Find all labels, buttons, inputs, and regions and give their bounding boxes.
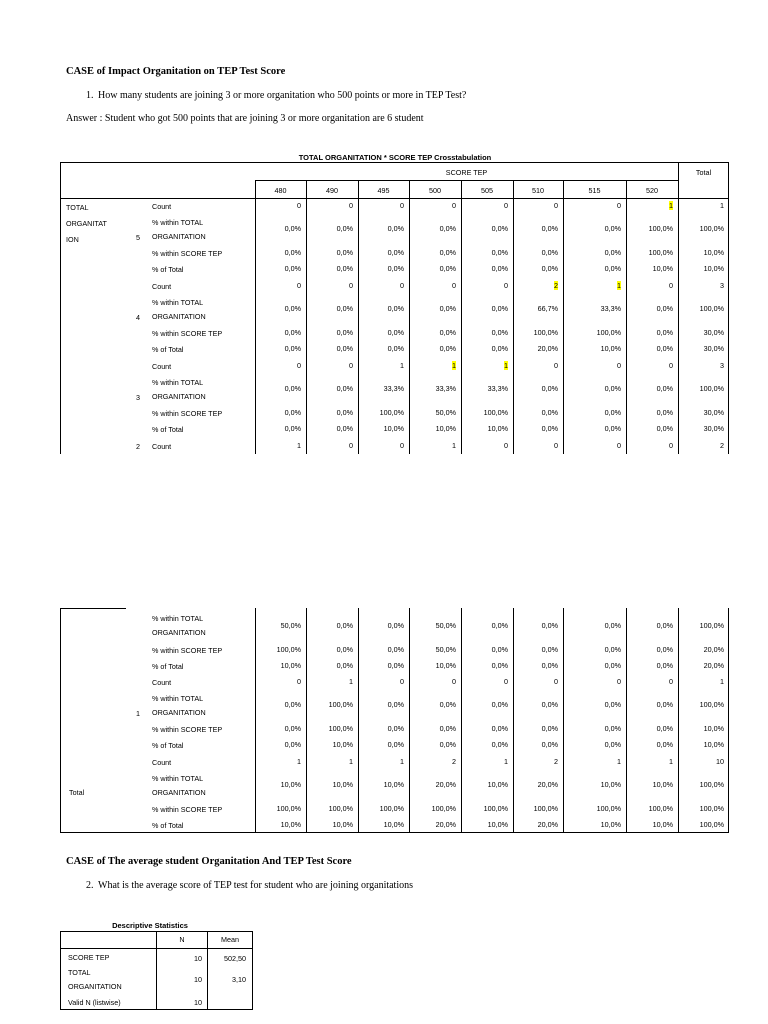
cell-within-score: 100,0%	[648, 804, 673, 813]
cell-of-total: 10,0%	[487, 820, 508, 829]
stat-label-within-score: % within SCORE TEP	[152, 646, 223, 655]
cell-count: 0	[554, 677, 558, 686]
cell-within-organitation: 0,0%	[491, 304, 508, 313]
cell-count: 1	[452, 361, 456, 370]
cell-of-total: 0,0%	[491, 661, 508, 670]
cell-of-total: 10,0%	[383, 424, 404, 433]
cell-within-score: 0,0%	[491, 724, 508, 733]
cell-of-total: 0,0%	[336, 264, 353, 273]
cell-within-organitation: 10,0%	[600, 780, 621, 789]
cell-within-organitation: 0,0%	[336, 384, 353, 393]
cell-count: 1	[400, 757, 404, 766]
cell-within-score: 0,0%	[656, 645, 673, 654]
cell-within-score: 30,0%	[703, 408, 724, 417]
stat-label-count: Count	[152, 678, 172, 687]
cell-of-total: 0,0%	[656, 661, 673, 670]
cell-within-score: 100,0%	[699, 804, 724, 813]
cell-of-total: 0,0%	[656, 740, 673, 749]
cell-of-total: 0,0%	[491, 264, 508, 273]
cell-within-organitation: 0,0%	[284, 304, 301, 313]
cell-within-score: 0,0%	[491, 248, 508, 257]
cell-within-score: 100,0%	[276, 645, 301, 654]
cell-of-total: 0,0%	[336, 344, 353, 353]
cell-count: 0	[554, 201, 558, 210]
cell-within-organitation: 0,0%	[284, 224, 301, 233]
cell-count: 2	[554, 281, 558, 290]
row-level-5: 5	[136, 233, 140, 242]
cell-within-score: 0,0%	[491, 328, 508, 337]
cell-count: 1	[720, 201, 724, 210]
section2-heading: CASE of The average student Organitation And TEP Test Score	[66, 856, 352, 867]
cell-count: 0	[669, 281, 673, 290]
cell-within-organitation: 100,0%	[699, 384, 724, 393]
cell-within-score: 0,0%	[439, 328, 456, 337]
row-level-3: 3	[136, 393, 140, 402]
stat-label-within-organitation: % within TOTAL ORGANITATION	[152, 218, 206, 241]
cell-within-score: 0,0%	[541, 724, 558, 733]
cell-count: 0	[504, 441, 508, 450]
cell-within-score: 0,0%	[541, 248, 558, 257]
cell-within-organitation: 33,3%	[435, 384, 456, 393]
answer-1-text: Answer : Student who got 500 points that are joining 3 or more organitation are 6 student	[66, 113, 424, 124]
cell-within-organitation: 10,0%	[383, 780, 404, 789]
cell-of-total: 10,0%	[652, 820, 673, 829]
cell-within-organitation: 33,3%	[600, 304, 621, 313]
cell-within-organitation: 0,0%	[439, 700, 456, 709]
cell-within-organitation: 0,0%	[387, 700, 404, 709]
cell-within-score: 0,0%	[387, 645, 404, 654]
cell-within-score: 0,0%	[336, 328, 353, 337]
cell-count: 3	[720, 281, 724, 290]
stat-label-count: Count	[152, 282, 172, 291]
cell-within-score: 100,0%	[276, 804, 301, 813]
cell-within-organitation: 20,0%	[537, 780, 558, 789]
stat-label-of-total: % of Total	[152, 662, 184, 671]
cell-count: 0	[297, 201, 301, 210]
cell-count: 0	[297, 281, 301, 290]
cell-of-total: 10,0%	[332, 820, 353, 829]
cell-within-score: 10,0%	[703, 724, 724, 733]
cell-count: 0	[554, 441, 558, 450]
stat-label-within-score: % within SCORE TEP	[152, 409, 223, 418]
cell-count: 10	[716, 757, 724, 766]
cell-count: 1	[349, 757, 353, 766]
cell-within-organitation: 0,0%	[656, 621, 673, 630]
cell-count: 0	[400, 201, 404, 210]
stat-label-within-organitation: % within TOTAL ORGANITATION	[152, 694, 206, 717]
cell-within-score: 0,0%	[284, 328, 301, 337]
row-level-1: 1	[136, 709, 140, 718]
cell-count: 1	[720, 677, 724, 686]
cell-within-score: 0,0%	[656, 408, 673, 417]
col-header-480: 480	[274, 186, 287, 195]
row-variable-label: TOTAL ORGANITAT ION	[66, 203, 107, 244]
cell-within-score: 50,0%	[435, 645, 456, 654]
cell-within-score: 0,0%	[541, 645, 558, 654]
cell-count: 0	[297, 361, 301, 370]
cell-count: 0	[349, 201, 353, 210]
cell-count: 0	[400, 281, 404, 290]
stat-label-within-organitation: % within TOTAL ORGANITATION	[152, 774, 206, 797]
cell-count: 0	[617, 201, 621, 210]
cell-of-total: 0,0%	[541, 740, 558, 749]
cell-count: 0	[349, 281, 353, 290]
cell-within-score: 0,0%	[491, 645, 508, 654]
cell-of-total: 10,0%	[332, 740, 353, 749]
cell-count: 0	[669, 677, 673, 686]
cell-within-score: 20,0%	[703, 645, 724, 654]
question-1-number: 1.	[86, 90, 94, 101]
desc-row-label: TOTAL ORGANITATION	[68, 968, 122, 991]
stat-label-of-total: % of Total	[152, 345, 184, 354]
cell-count: 0	[617, 361, 621, 370]
cell-within-organitation: 10,0%	[487, 780, 508, 789]
cell-count: 1	[400, 361, 404, 370]
cell-within-score: 100,0%	[533, 804, 558, 813]
cell-within-score: 0,0%	[439, 248, 456, 257]
cell-within-organitation: 0,0%	[541, 700, 558, 709]
cell-within-score: 0,0%	[284, 248, 301, 257]
cell-of-total: 10,0%	[652, 264, 673, 273]
cell-within-score: 0,0%	[604, 645, 621, 654]
question-2-text: What is the average score of TEP test for student who are joining organitations	[98, 880, 414, 891]
col-header-500: 500	[429, 186, 441, 195]
cell-of-total: 10,0%	[487, 424, 508, 433]
cell-within-organitation: 33,3%	[383, 384, 404, 393]
cell-of-total: 10,0%	[703, 264, 724, 273]
cell-within-organitation: 0,0%	[336, 621, 353, 630]
cell-of-total: 0,0%	[284, 264, 301, 273]
cell-of-total: 0,0%	[336, 424, 353, 433]
cell-within-score: 100,0%	[596, 328, 621, 337]
cell-within-score: 0,0%	[656, 328, 673, 337]
cell-count: 0	[452, 677, 456, 686]
cell-within-score: 0,0%	[656, 724, 673, 733]
cell-within-score: 0,0%	[387, 328, 404, 337]
cell-of-total: 0,0%	[439, 740, 456, 749]
cell-of-total: 10,0%	[600, 344, 621, 353]
cell-count: 0	[504, 281, 508, 290]
row-level-2: 2	[136, 442, 140, 451]
col-header-515: 515	[588, 186, 601, 195]
cell-of-total: 20,0%	[537, 344, 558, 353]
section1-heading: CASE of Impact Organitation on TEP Test Score	[66, 66, 286, 77]
cell-of-total: 0,0%	[541, 661, 558, 670]
cell-within-organitation: 100,0%	[699, 700, 724, 709]
cell-of-total: 10,0%	[280, 661, 301, 670]
cell-of-total: 10,0%	[383, 820, 404, 829]
cell-within-organitation: 10,0%	[332, 780, 353, 789]
cell-of-total: 10,0%	[600, 820, 621, 829]
cell-of-total: 10,0%	[435, 661, 456, 670]
cell-of-total: 0,0%	[541, 424, 558, 433]
cell-of-total: 20,0%	[537, 820, 558, 829]
stat-label-within-score: % within SCORE TEP	[152, 725, 223, 734]
cell-of-total: 0,0%	[656, 424, 673, 433]
desc-row-n: 10	[194, 975, 202, 984]
desc-row-mean: 502,50	[224, 954, 246, 963]
cell-within-score: 0,0%	[284, 724, 301, 733]
cell-within-organitation: 50,0%	[435, 621, 456, 630]
cell-count: 0	[617, 441, 621, 450]
cell-within-organitation: 0,0%	[656, 304, 673, 313]
cell-within-score: 100,0%	[328, 724, 353, 733]
stat-label-count: Count	[152, 362, 172, 371]
cell-within-score: 100,0%	[533, 328, 558, 337]
col-mean-header: Mean	[221, 935, 239, 944]
stat-label-within-organitation: % within TOTAL ORGANITATION	[152, 298, 206, 321]
cell-within-organitation: 0,0%	[439, 224, 456, 233]
cell-of-total: 0,0%	[541, 264, 558, 273]
crosstab-title: TOTAL ORGANITATION * SCORE TEP Crosstabulation	[298, 153, 492, 162]
cell-count: 1	[504, 361, 508, 370]
cell-within-organitation: 100,0%	[328, 700, 353, 709]
col-header-520: 520	[646, 186, 658, 195]
cell-of-total: 0,0%	[604, 264, 621, 273]
cell-within-score: 100,0%	[328, 804, 353, 813]
stat-label-of-total: % of Total	[152, 821, 184, 830]
cell-of-total: 0,0%	[284, 344, 301, 353]
cell-within-score: 100,0%	[379, 408, 404, 417]
cell-count: 0	[669, 361, 673, 370]
col-header-490: 490	[326, 186, 338, 195]
col-header-495: 495	[377, 186, 390, 195]
cell-within-organitation: 33,3%	[487, 384, 508, 393]
desc-row-n: 10	[194, 998, 202, 1007]
row-level-4: 4	[136, 313, 140, 322]
cell-of-total: 30,0%	[703, 344, 724, 353]
cell-count: 0	[504, 677, 508, 686]
stat-label-count: Count	[152, 758, 172, 767]
stat-label-within-organitation: % within TOTAL ORGANITATION	[152, 378, 206, 401]
cell-count: 1	[617, 757, 621, 766]
cell-count: 0	[554, 361, 558, 370]
cell-within-score: 100,0%	[431, 804, 456, 813]
cell-of-total: 0,0%	[387, 661, 404, 670]
cell-count: 0	[452, 201, 456, 210]
cell-of-total: 100,0%	[699, 820, 724, 829]
cell-of-total: 0,0%	[491, 344, 508, 353]
cell-within-score: 50,0%	[435, 408, 456, 417]
cell-of-total: 20,0%	[435, 820, 456, 829]
stat-label-of-total: % of Total	[152, 265, 184, 274]
cell-within-score: 100,0%	[379, 804, 404, 813]
cell-within-organitation: 66,7%	[537, 304, 558, 313]
cell-count: 0	[452, 281, 456, 290]
cell-of-total: 0,0%	[604, 424, 621, 433]
cell-of-total: 0,0%	[284, 740, 301, 749]
cell-count: 0	[617, 677, 621, 686]
cell-within-score: 100,0%	[483, 408, 508, 417]
cell-count: 1	[452, 441, 456, 450]
cell-within-organitation: 0,0%	[541, 621, 558, 630]
cell-within-score: 0,0%	[336, 408, 353, 417]
stat-label-within-score: % within SCORE TEP	[152, 249, 223, 258]
cell-within-organitation: 0,0%	[541, 224, 558, 233]
cell-count: 0	[504, 201, 508, 210]
cell-of-total: 10,0%	[280, 820, 301, 829]
cell-of-total: 0,0%	[387, 740, 404, 749]
cell-within-organitation: 0,0%	[541, 384, 558, 393]
cell-within-score: 0,0%	[387, 724, 404, 733]
desc-row-n: 10	[194, 954, 202, 963]
cell-of-total: 0,0%	[336, 661, 353, 670]
cell-within-organitation: 100,0%	[648, 224, 673, 233]
descriptive-table	[60, 931, 253, 1010]
desc-row-mean: 3,10	[232, 975, 246, 984]
question-2-number: 2.	[86, 880, 94, 891]
cell-of-total: 20,0%	[703, 661, 724, 670]
cell-within-organitation: 100,0%	[699, 304, 724, 313]
stat-label-count: Count	[152, 442, 172, 451]
cell-count: 1	[617, 281, 621, 290]
cell-within-organitation: 100,0%	[699, 224, 724, 233]
cell-count: 0	[400, 677, 404, 686]
cell-count: 1	[504, 757, 508, 766]
cell-of-total: 0,0%	[604, 740, 621, 749]
cell-within-organitation: 0,0%	[491, 700, 508, 709]
desc-row-label: Valid N (listwise)	[68, 998, 121, 1007]
cell-within-organitation: 0,0%	[439, 304, 456, 313]
cell-of-total: 0,0%	[604, 661, 621, 670]
cell-within-score: 0,0%	[387, 248, 404, 257]
cell-of-total: 0,0%	[284, 424, 301, 433]
cell-within-organitation: 0,0%	[656, 700, 673, 709]
cell-within-organitation: 0,0%	[491, 621, 508, 630]
cell-count: 1	[297, 441, 301, 450]
cell-of-total: 10,0%	[703, 740, 724, 749]
cell-of-total: 30,0%	[703, 424, 724, 433]
cell-count: 2	[452, 757, 456, 766]
cell-count: 1	[297, 757, 301, 766]
total-row-label: Total	[69, 788, 85, 797]
cell-within-organitation: 10,0%	[280, 780, 301, 789]
score-tep-header: SCORE TEP	[445, 168, 488, 177]
cell-within-score: 0,0%	[604, 248, 621, 257]
cell-within-score: 0,0%	[604, 724, 621, 733]
cell-count: 1	[669, 757, 673, 766]
cell-within-score: 100,0%	[483, 804, 508, 813]
cell-within-organitation: 0,0%	[284, 384, 301, 393]
stat-label-within-score: % within SCORE TEP	[152, 329, 223, 338]
cell-within-score: 0,0%	[336, 248, 353, 257]
cell-count: 0	[400, 441, 404, 450]
cell-within-organitation: 0,0%	[336, 224, 353, 233]
cell-of-total: 0,0%	[439, 344, 456, 353]
descriptive-title: Descriptive Statistics	[112, 921, 188, 930]
stat-label-within-organitation: % within TOTAL ORGANITATION	[152, 614, 206, 637]
cell-of-total: 10,0%	[435, 424, 456, 433]
cell-within-organitation: 0,0%	[604, 384, 621, 393]
cell-within-score: 100,0%	[596, 804, 621, 813]
stat-label-count: Count	[152, 202, 172, 211]
cell-within-organitation: 0,0%	[284, 700, 301, 709]
col-header-510: 510	[532, 186, 544, 195]
desc-row-label: SCORE TEP	[68, 953, 110, 962]
cell-of-total: 0,0%	[439, 264, 456, 273]
question-1-text: How many students are joining 3 or more organitation who 500 points or more in TEP Test?	[98, 90, 467, 101]
cell-within-organitation: 0,0%	[604, 621, 621, 630]
cell-of-total: 0,0%	[491, 740, 508, 749]
col-header-505: 505	[481, 186, 493, 195]
cell-count: 0	[297, 677, 301, 686]
cell-count: 2	[720, 441, 724, 450]
stat-label-of-total: % of Total	[152, 741, 184, 750]
cell-within-organitation: 0,0%	[387, 224, 404, 233]
cell-count: 0	[349, 361, 353, 370]
cell-within-organitation: 0,0%	[387, 621, 404, 630]
cell-within-score: 0,0%	[439, 724, 456, 733]
cell-within-organitation: 0,0%	[336, 304, 353, 313]
cell-within-score: 30,0%	[703, 328, 724, 337]
cell-of-total: 0,0%	[387, 344, 404, 353]
cell-count: 1	[349, 677, 353, 686]
cell-within-organitation: 0,0%	[387, 304, 404, 313]
cell-count: 3	[720, 361, 724, 370]
cell-within-organitation: 0,0%	[491, 224, 508, 233]
cell-within-organitation: 50,0%	[280, 621, 301, 630]
stat-label-within-score: % within SCORE TEP	[152, 805, 223, 814]
col-n-header: N	[179, 935, 185, 944]
cell-within-score: 0,0%	[604, 408, 621, 417]
cell-count: 2	[554, 757, 558, 766]
total-column-header: Total	[695, 168, 712, 177]
cell-within-score: 0,0%	[284, 408, 301, 417]
cell-within-organitation: 100,0%	[699, 780, 724, 789]
cell-of-total: 0,0%	[387, 264, 404, 273]
cell-within-score: 10,0%	[703, 248, 724, 257]
cell-count: 0	[669, 441, 673, 450]
cell-of-total: 0,0%	[656, 344, 673, 353]
cell-within-score: 0,0%	[541, 408, 558, 417]
cell-count: 1	[669, 201, 673, 210]
cell-within-organitation: 0,0%	[656, 384, 673, 393]
cell-within-organitation: 0,0%	[604, 700, 621, 709]
stat-label-of-total: % of Total	[152, 425, 184, 434]
cell-count: 0	[349, 441, 353, 450]
cell-within-organitation: 100,0%	[699, 621, 724, 630]
cell-within-score: 0,0%	[336, 645, 353, 654]
cell-within-organitation: 10,0%	[652, 780, 673, 789]
cell-within-organitation: 20,0%	[435, 780, 456, 789]
cell-within-score: 100,0%	[648, 248, 673, 257]
cell-within-organitation: 0,0%	[604, 224, 621, 233]
